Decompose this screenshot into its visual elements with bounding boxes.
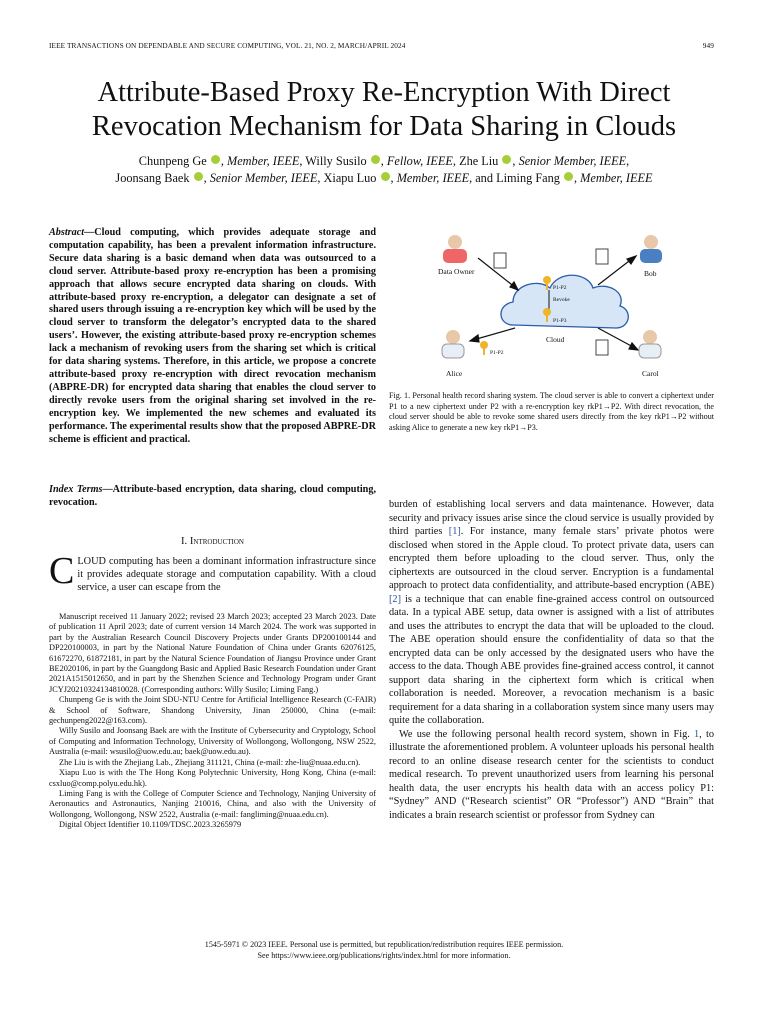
paragraph <box>389 728 714 823</box>
text-run: . For instance, many female stars’ private photos were disclosed when stored in the Apple cloud. To protect private data, users can encrypted them before uploading to the cloud server. Thus, only the ciphertexts are outsourced in the cloud server. Encryption is a fundamental approach to protect data confidentiality, and attribute-based encryption (ABE) <box>389 526 714 591</box>
citation-link[interactable]: [2] <box>389 593 402 605</box>
author-name: Liming Fang <box>496 171 560 185</box>
text-run: is a technique that can enable fine-grained access control on outsourced data. In a typical ABE setup, data owner is assigned with a list of attributes and uses the attributes to encrypt the data that will be uploaded to the cloud. The ABE operation should ensure the confidentiality of data so that the encrypted data can be only accessed by the designated users who have the access to the data. Though ABE provides fine-grained access control, it cannot support data sharing in the ciphertext form which is critical when collaboration is needed. Moreover, a revocation mechanism is a basic requirement for a data sharing in a collaboration system since many users may quite the collaboration. <box>389 593 714 726</box>
section-title: Introduction <box>189 536 244 547</box>
rights-line: See https://www.ieee.org/publications/rights/index.html for more information. <box>257 950 511 960</box>
author-role: Member, IEEE <box>396 171 470 185</box>
authors-line-2: Joonsang Baek , Senior Member, IEEE, Xiapu Luo , Member, IEEE, and Liming Fang , Member, IEEE <box>115 171 653 185</box>
index-terms-label: Index Terms <box>49 484 103 495</box>
orcid-icon[interactable] <box>502 155 511 164</box>
text-run: We use the following personal health record system, shown in Fig. <box>399 728 695 740</box>
author-name: Willy Susilo <box>305 154 367 168</box>
title-line-2: Revocation Mechanism for Data Sharing in Clouds <box>91 111 677 142</box>
bob-icon <box>640 235 662 263</box>
orcid-icon[interactable] <box>564 172 573 181</box>
author-role: Senior Member, IEEE <box>209 171 318 185</box>
author-name: Chunpeng Ge <box>138 154 207 168</box>
footnote: Chunpeng Ge is with the Joint SDU-NTU Centre for Artificial Intelligence Research (C-FAIR) & School of Software, Shandong University, Jinan 250000, China (e-mail: gechunpeng2022@163.com). <box>49 695 376 726</box>
abstract-label: Abstract <box>49 227 85 238</box>
alice-icon <box>442 330 464 358</box>
running-header: IEEE TRANSACTIONS ON DEPENDABLE AND SECURE COMPUTING, VOL. 21, NO. 2, MARCH/APRIL 2024 <box>49 41 406 50</box>
right-column <box>389 498 714 822</box>
author-role: Member, IEEE <box>580 171 653 185</box>
index-terms <box>49 484 376 510</box>
footnote: Digital Object Identifier 10.1109/TDSC.2023.3265979 <box>59 820 242 830</box>
author-role: Senior Member, IEEE <box>518 154 627 168</box>
data-owner-icon <box>443 235 467 263</box>
carol-label: Carol <box>642 369 659 378</box>
revoke-label: Revoke <box>553 297 570 303</box>
title-line-1: Attribute-Based Proxy Re-Encryption With Direct <box>97 77 671 108</box>
orcid-icon[interactable] <box>371 155 380 164</box>
orcid-icon[interactable] <box>381 172 390 181</box>
author-role: Fellow, IEEE <box>386 154 453 168</box>
figure-caption: Fig. 1. Personal health record sharing system. The cloud server is able to convert a ciphertext under P1 to a new ciphertext under P2 with a re-encryption key rkP1→P2. With direct revocation, the cloud server should be able to revoke some shared users directly from the key rkP1→P2 without asking Alice to generate a new key rkP1→P3. <box>389 391 714 432</box>
section-numeral: I. <box>181 536 188 547</box>
paragraph <box>389 498 714 728</box>
orcid-icon[interactable] <box>211 155 220 164</box>
footnote: Liming Fang is with the College of Computer Science and Technology, Nanjing University of Aeronautics and Astronautics, Nanjing 210016, China, and also with the University of Wollongong, Wollongong, NSW 2522, Australia (e-mail: fangliming@nuaa.edu.cn). <box>49 788 376 819</box>
paper-title <box>40 76 728 144</box>
footnotes <box>49 612 376 831</box>
intro-paragraph <box>49 550 376 595</box>
author-list <box>40 153 728 187</box>
author-role: Member, IEEE <box>226 154 300 168</box>
drop-cap: C <box>49 550 75 592</box>
bob-label: Bob <box>644 269 657 278</box>
footnote: Zhe Liu is with the Zhejiang Lab., Zhejiang 311121, China (e-mail: zhe-liu@nuaa.edu.cn). <box>59 757 361 767</box>
page-number: 949 <box>702 41 714 50</box>
document-icon <box>494 253 506 268</box>
footnote: Manuscript received 11 January 2022; revised 23 March 2023; accepted 23 March 2023. Date of publication 11 April 2023; date of current version 14 March 2024. The work was supported in part by the Australian Research Council Discovery Projects under Grants DP200100144 and DP220100003, in part by the National Nature Foundation of China under Grants 62076125, 61672270, 61872181, in part by the Natural Science Foundation of Jiangsu Province under Grant BE2020106, in part by the Guangdong Basic and Applied Basic Research Foundation under Grant 2021A1515012650, and in part by the Shenzhen Science and Technology Program under Grant JCYJ20210324134810028. (Corresponding authors: Willy Susilo; Liming Fang.) <box>49 612 376 694</box>
intro-text: LOUD computing has been a dominant information infrastructure since it provides adequate storage and computation capability. With a cloud service, a user can escape from the <box>77 556 376 594</box>
footnote: Xiapu Luo is with the The Hong Kong Polytechnic University, Hong Kong, China (e-mail: csxluo@comp.polyu.edu.hk). <box>49 768 376 788</box>
key-icon <box>480 341 488 355</box>
cloud-label: Cloud <box>546 335 565 344</box>
alice-label: Alice <box>446 369 463 378</box>
figure-1 <box>428 230 678 382</box>
index-terms-text: —Attribute-based encryption, data sharing, cloud computing, revocation. <box>49 484 376 508</box>
alice-key-label: P1-P2 <box>490 350 504 356</box>
authors-line-1: Chunpeng Ge , Member, IEEE, Willy Susilo , Fellow, IEEE, Zhe Liu , Senior Member, IEEE, <box>138 154 630 168</box>
section-heading <box>49 536 376 547</box>
author-name: Zhe Liu <box>459 154 499 168</box>
data-owner-label: Data Owner <box>438 267 475 276</box>
author-name: Xiapu Luo <box>323 171 377 185</box>
figure-link[interactable]: 1 <box>694 728 700 740</box>
copyright-notice <box>40 940 728 961</box>
abstract <box>49 227 376 446</box>
carol-icon <box>639 330 661 358</box>
document-icon <box>596 249 608 264</box>
copyright-line: 1545-5971 © 2023 IEEE. Personal use is permitted, but republication/redistribution requires IEEE permission. <box>204 940 564 949</box>
text-run: burden of establishing local servers and data maintenance. However, data security and privacy issues arise since the cloud service is usually provided by third parties <box>389 499 714 537</box>
document-icon <box>596 340 608 355</box>
author-name: Joonsang Baek <box>115 171 190 185</box>
orcid-icon[interactable] <box>194 172 203 181</box>
p1-p3-label: P1-P3 <box>553 318 567 324</box>
p1-p2-label: P1-P2 <box>553 285 567 291</box>
footnote: Willy Susilo and Joonsang Baek are with the Institute of Cybersecurity and Cryptology, School of Computing and Information Technology, University of Wollongong, Wollongong, NSW 2522, Australia (e-mail: wsusilo@uow.edu.au; baek@uow.edu.au). <box>49 726 376 757</box>
abstract-text: —Cloud computing, which provides adequate storage and computation capability, has been a prevalent information infrastructure. Secure data sharing is a basic demand when data was outsourced to a cloud server. Attribute-based proxy re-encryption has been a promising approach that allows secure encrypted data sharing on clouds. With attribute-based proxy re-encryption, a delegator can designate a set of shared users through issuing a re-encryption key which will be used by the cloud server to transform the delegator’s encrypted data to the shared users’. However, the existing attribute-based proxy re-encryption schemes lack a mechanism of revoking users from the sharing set which is critical for data sharing systems. Therefore, in this article, we propose a concrete attribute-based proxy re-encryption with direct revocation mechanism (ABPRE-DR) for encrypted data sharing that enables the cloud server to directly revoke users from the original sharing set involved in the re-encryption key. We implemented the new schemes and evaluated its performance. The experimental results show that the proposed ABPRE-DR scheme is efficient and practical. <box>49 227 376 445</box>
sharing-system-diagram <box>428 230 678 382</box>
text-run: , to illustrate the aforementioned problem. A volunteer uploads his personal health record to an online disease research center for the scientists to conduct medical research. To prevent unauthorized users from learning his personal health data, the user encrypts his health data with an access policy P1: “Sydney” AND (“Research scientist” OR “Professor”) AND “Brain” that indicates a brain research scientist or professor from Sydney can <box>389 728 714 821</box>
citation-link[interactable]: [1] <box>448 526 461 537</box>
